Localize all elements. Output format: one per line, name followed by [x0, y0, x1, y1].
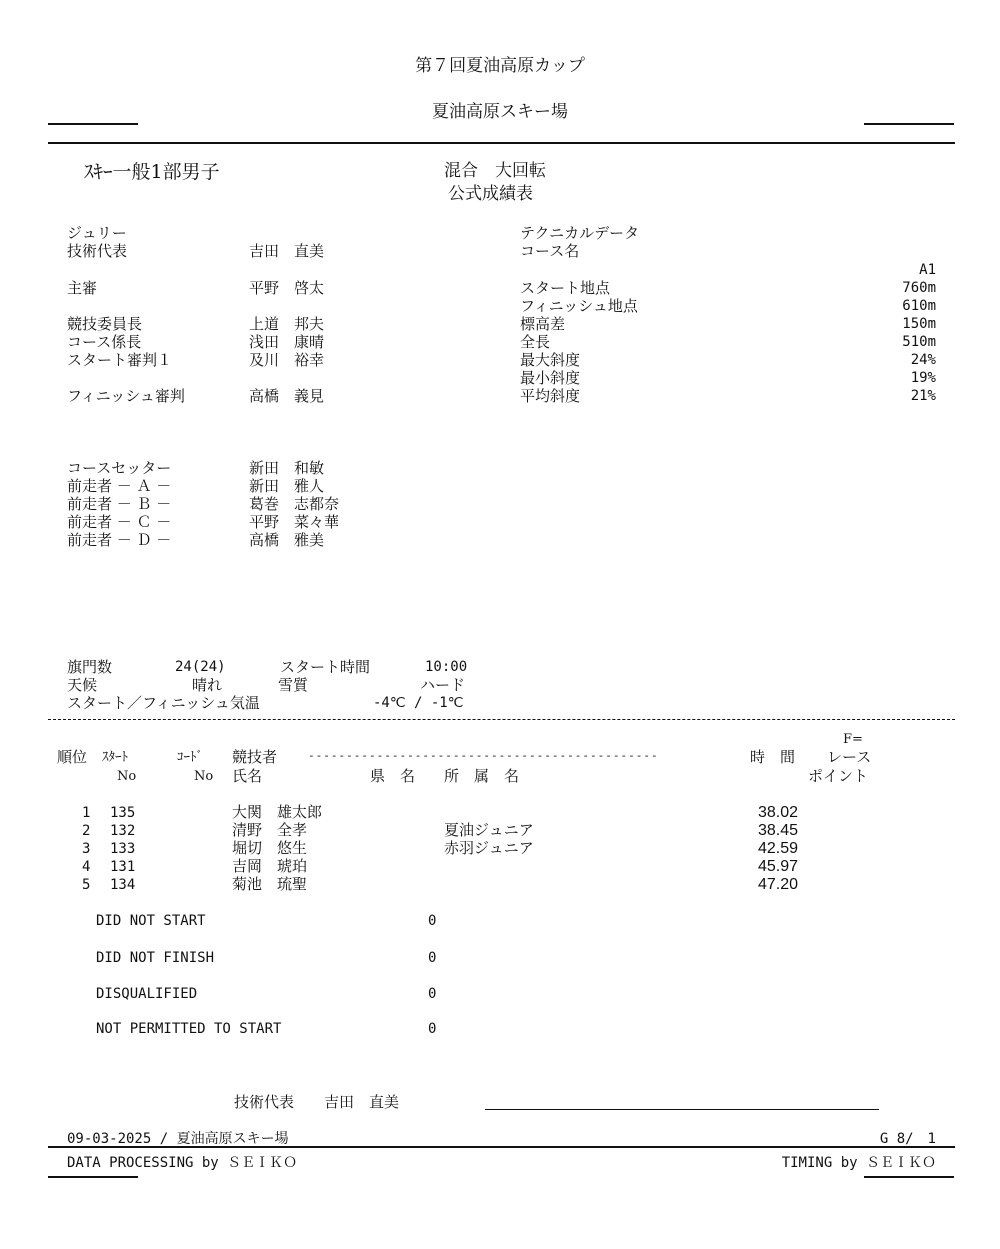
tech-value: 150m	[902, 316, 936, 332]
jury-name: 平野 啓太	[249, 279, 325, 297]
forerunner-role: 前走者 － Ａ －	[67, 477, 172, 495]
temperature-label: スタート／フィニッシュ気温	[67, 694, 260, 712]
jury-name: 上道 邦夫	[249, 315, 325, 333]
result-bib: 133	[110, 841, 136, 857]
tech-label: 最小斜度	[520, 369, 581, 387]
status-count: 0	[428, 986, 437, 1002]
col-separator: ----------------------------------------------	[308, 749, 659, 762]
col-time: 時 間	[750, 748, 796, 766]
result-name: 堀切 悠生	[232, 839, 308, 857]
result-rank: 2	[82, 823, 91, 839]
signature-line	[485, 1109, 879, 1110]
status-label: DID NOT FINISH	[96, 950, 215, 966]
result-bib: 131	[110, 859, 136, 875]
technical-heading: テクニカルデータ	[520, 224, 640, 242]
footer-divider	[48, 1146, 955, 1148]
gates-label: 旗門数	[67, 658, 113, 676]
forerunner-name: 新田 雅人	[249, 477, 325, 495]
status-count: 0	[428, 913, 437, 929]
status-label: DISQUALIFIED	[96, 986, 198, 1002]
tech-value: 510m	[902, 334, 936, 350]
tech-label: スタート地点	[520, 279, 611, 297]
jury-name: 高橋 義見	[249, 387, 325, 405]
footer-data-processing: DATA PROCESSING by ＳＥＩＫＯ	[67, 1155, 298, 1171]
jury-name: 吉田 直美	[249, 242, 325, 260]
result-time: 47.20	[758, 876, 799, 893]
result-rank: 1	[82, 805, 91, 821]
forerunner-role: 前走者 － Ｂ －	[67, 495, 172, 513]
col-f-value: F=	[843, 732, 863, 747]
header-divider	[48, 142, 955, 144]
signature-name: 吉田 直美	[324, 1093, 400, 1111]
course-name-label: コース名	[520, 242, 580, 260]
tech-value: 610m	[902, 298, 936, 314]
snow-value: ハード	[420, 676, 466, 694]
col-prefecture: 県 名	[370, 767, 416, 785]
event-title: 第７回夏油高原カップ	[415, 56, 585, 76]
col-code: ｺｰﾄﾞ	[177, 750, 203, 765]
col-race: レース	[827, 748, 872, 766]
result-rank: 5	[82, 877, 91, 893]
status-count: 0	[428, 950, 437, 966]
result-bib: 135	[110, 805, 136, 821]
venue-title: 夏油高原スキー場	[432, 102, 568, 122]
col-start: ｽﾀｰﾄ	[102, 750, 128, 765]
header-rule-left	[48, 123, 138, 125]
conditions-divider	[48, 719, 955, 720]
result-time: 45.97	[758, 858, 799, 875]
footer-rule-right	[864, 1176, 954, 1178]
setter-name: 新田 和敏	[249, 459, 325, 477]
footer-rule-left	[48, 1176, 138, 1178]
footer-date-venue: 09-03-2025 / 夏油高原スキー場	[67, 1131, 289, 1147]
footer-page-code: G 8/ 1	[879, 1131, 936, 1147]
result-club: 夏油ジュニア	[444, 821, 534, 839]
result-rank: 3	[82, 841, 91, 857]
result-bib: 134	[110, 877, 136, 893]
forerunner-name: 平野 菜々華	[249, 513, 340, 531]
course-name-value: A1	[919, 262, 936, 278]
col-competitor: 競技者	[232, 748, 278, 766]
jury-name: 浅田 康晴	[249, 333, 325, 351]
tech-value: 21%	[910, 388, 936, 404]
result-time: 38.02	[758, 804, 799, 821]
result-name: 吉岡 琥珀	[232, 857, 308, 875]
jury-role: フィニッシュ審判	[67, 387, 185, 405]
col-start-no: No	[117, 769, 137, 784]
result-name: 菊池 琉聖	[232, 875, 308, 893]
jury-name: 及川 裕幸	[249, 351, 325, 369]
tech-value: 24%	[910, 352, 936, 368]
col-rank: 順位	[57, 748, 88, 766]
jury-role: 技術代表	[67, 242, 128, 260]
weather-label: 天候	[67, 676, 98, 694]
header-rule-right	[864, 123, 954, 125]
col-code-no: No	[194, 769, 214, 784]
result-bib: 132	[110, 823, 136, 839]
jury-role: 主審	[67, 279, 98, 297]
document-type: 公式成績表	[448, 184, 533, 204]
col-name: 氏名	[232, 767, 263, 785]
result-name: 大関 雄太郎	[232, 803, 323, 821]
tech-label: 最大斜度	[520, 351, 581, 369]
jury-role: スタート審判１	[67, 351, 173, 369]
race-category: ｽｷｰ一般1部男子	[84, 161, 220, 183]
setter-role: コースセッター	[67, 459, 172, 477]
result-club: 赤羽ジュニア	[444, 839, 534, 857]
result-rank: 4	[82, 859, 91, 875]
status-count: 0	[428, 1021, 437, 1037]
status-label: DID NOT START	[96, 913, 206, 929]
forerunner-role: 前走者 － Ｃ －	[67, 513, 172, 531]
col-points: ポイント	[808, 767, 869, 785]
jury-role: コース係長	[67, 333, 142, 351]
race-discipline: 混合 大回転	[444, 161, 546, 181]
tech-value: 19%	[910, 370, 936, 386]
footer-timing: TIMING by ＳＥＩＫＯ	[781, 1155, 936, 1171]
jury-heading: ジュリー	[67, 224, 127, 242]
signature-role: 技術代表	[234, 1093, 295, 1111]
tech-label: フィニッシュ地点	[520, 297, 638, 315]
forerunner-role: 前走者 － Ｄ －	[67, 531, 172, 549]
tech-label: 標高差	[520, 315, 566, 333]
tech-label: 全長	[520, 333, 551, 351]
snow-label: 雪質	[278, 676, 309, 694]
result-time: 42.59	[758, 840, 799, 857]
start-time-value: 10:00	[425, 659, 468, 675]
forerunner-name: 葛巻 志都奈	[249, 495, 340, 513]
start-time-label: スタート時間	[280, 658, 371, 676]
tech-value: 760m	[902, 280, 936, 296]
col-club: 所 属 名	[444, 767, 520, 785]
status-label: NOT PERMITTED TO START	[96, 1021, 282, 1037]
temperature-value: -4℃ / -1℃	[373, 695, 464, 711]
tech-label: 平均斜度	[520, 387, 581, 405]
jury-role: 競技委員長	[67, 315, 143, 333]
weather-value: 晴れ	[192, 676, 223, 694]
gates-value: 24(24)	[175, 659, 226, 675]
result-name: 清野 全孝	[232, 821, 308, 839]
forerunner-name: 高橋 雅美	[249, 531, 325, 549]
result-time: 38.45	[758, 822, 799, 839]
